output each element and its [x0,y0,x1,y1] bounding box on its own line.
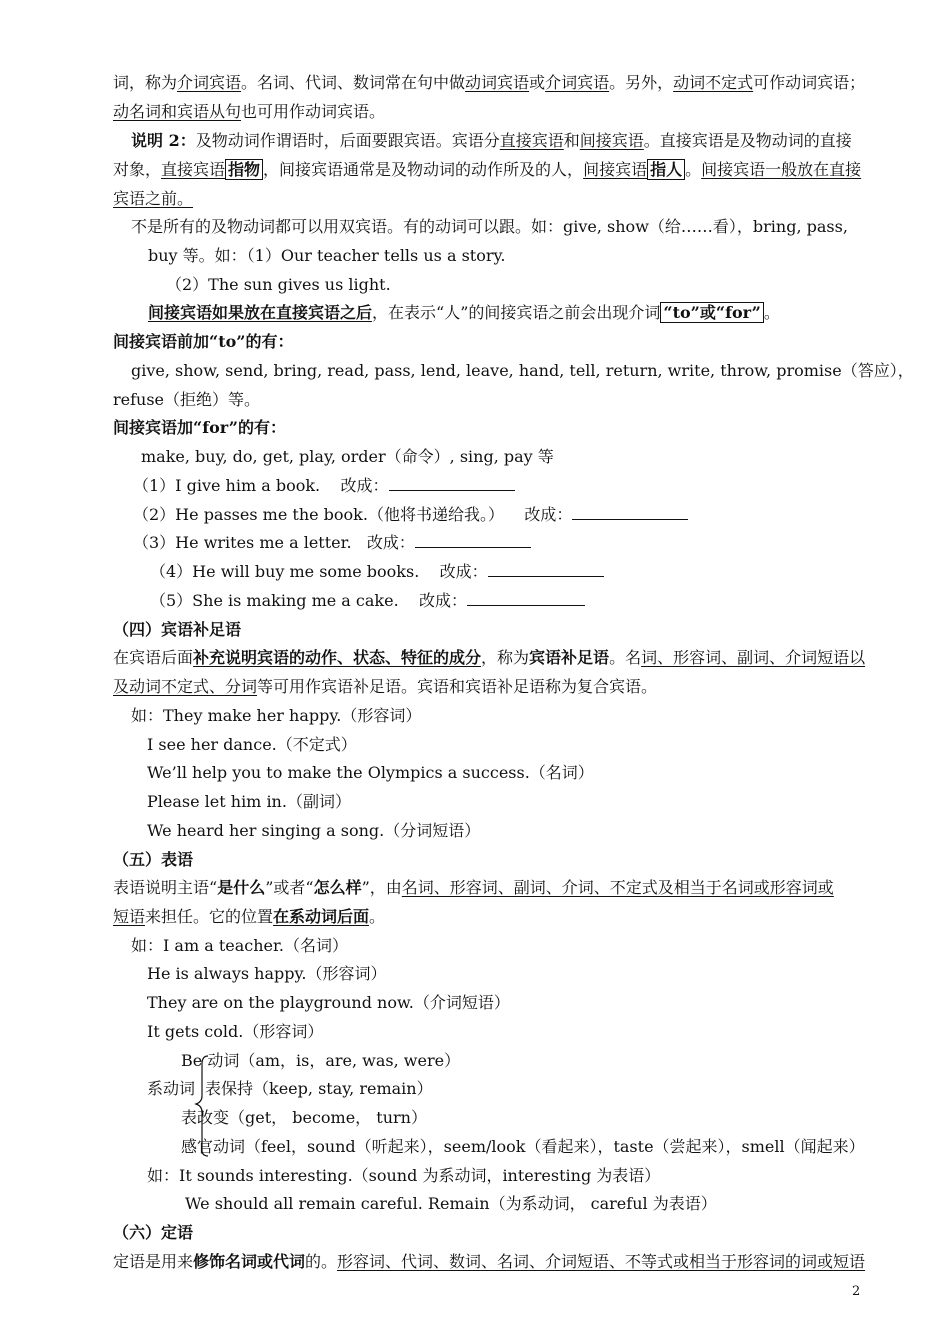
exercise-item: （4）He will buy me some books. 改成： [150,562,604,582]
example-line: It gets cold.（形容词） [147,1022,324,1041]
exercise-item: （5）She is making me a cake. 改成： [150,591,585,611]
example-line: 如：It sounds interesting.（sound 为系动词，interesting 为表语） [147,1166,661,1185]
example-line: 如：They make her happy.（形容词） [131,706,422,725]
text-line: 在宾语后面补充说明宾语的动作、状态、特征的成分，称为宾语补足语。名词、形容词、副词、介词短语以 [113,648,866,667]
example-line: He is always happy.（形容词） [147,964,387,983]
answer-blank[interactable] [467,591,585,606]
exercise-item: （1）I give him a book. 改成： [133,476,515,496]
example-line: We heard her singing a song.（分词短语） [147,821,481,840]
example-line: I see her dance.（不定式） [147,735,357,754]
linking-verb-item: Be 动词（am，is，are, was, were） [181,1051,461,1070]
text-line: （2）The sun gives us light. [166,275,391,294]
example-line: 如：I am a teacher.（名词） [131,936,348,955]
section-heading: （四）宾语补足语 [113,620,242,639]
text-line: 对象，直接宾语 指物 ，间接宾语通常是及物动词的动作所及的人，间接宾语 指人 。间接宾语一般放在直接 [113,160,862,179]
brace-icon [194,1054,210,1158]
text-line: 及动词不定式、分词等可用作宾语补足语。宾语和宾语补足语称为复合宾语。 [113,677,658,696]
text-line: 定语是用来修饰名词或代词的。形容词、代词、数词、名词、介词短语、不等式或相当于形容词的词或短语 [113,1252,866,1271]
text-line: refuse（拒绝）等。 [113,390,261,409]
linking-verb-item: 表改变（get， become， turn） [181,1108,427,1127]
text-line: 词，称为介词宾语。名词、代词、数词常在句中做动词宾语或介词宾语。另外，动词不定式可作动词宾语； [113,73,866,92]
linking-verb-item: 系动词 表保持（keep, stay, remain） [147,1079,433,1098]
text-line: 间接宾语如果放在直接宾语之后，在表示“人”的间接宾语之前会出现介词 “to”或“for” 。 [148,303,780,322]
text-line: 说明 2：及物动词作谓语时，后面要跟宾语。宾语分直接宾语和间接宾语。直接宾语是及物动词的直接 [131,131,852,150]
exercise-item: （2）He passes me the book.（他将书递给我。） 改成： [133,505,688,525]
answer-blank[interactable] [488,562,604,577]
text-line: buy 等。如：（1）Our teacher tells us a story. [148,246,506,265]
section-heading: （六）定语 [113,1223,194,1242]
example-line: They are on the playground now.（介词短语） [147,993,510,1012]
section-heading: （五）表语 [113,850,194,869]
page-number: 2 [852,1284,861,1299]
example-line: We should all remain careful. Remain（为系动词， careful 为表语） [185,1194,717,1213]
text-line: 短语来担任。它的位置在系动词后面。 [113,907,386,926]
example-line: Please let him in.（副词） [147,792,351,811]
text-line: give, show, send, bring, read, pass, lend, leave, hand, tell, return, write, throw, promise（答应）， [131,361,914,380]
text-line: 动名词和宾语从句也可用作动词宾语。 [113,102,386,121]
text-line: 不是所有的及物动词都可以用双宾语。有的动词可以跟。如：give, show（给……看），bring, pass, [131,217,848,236]
section-heading: 间接宾语前加“to”的有： [113,332,294,351]
exercise-item: （3）He writes me a letter. 改成： [133,533,531,553]
answer-blank[interactable] [389,476,515,491]
answer-blank[interactable] [572,505,688,520]
text-line: 表语说明主语“是什么”或者“怎么样”，由名词、形容词、副词、介词、不定式及相当于名词或形容词或 [113,878,834,897]
section-heading: 间接宾语加“for”的有： [113,418,286,437]
text-line: make, buy, do, get, play, order（命令）, sing, pay 等 [141,447,554,466]
example-line: We’ll help you to make the Olympics a success.（名词） [147,763,594,782]
linking-verb-item: 感官动词（feel，sound（听起来），seem/look（看起来），taste（尝起来），smell（闻起来） [181,1137,865,1156]
text-line: 宾语之前。 [113,189,194,208]
answer-blank[interactable] [415,533,531,548]
